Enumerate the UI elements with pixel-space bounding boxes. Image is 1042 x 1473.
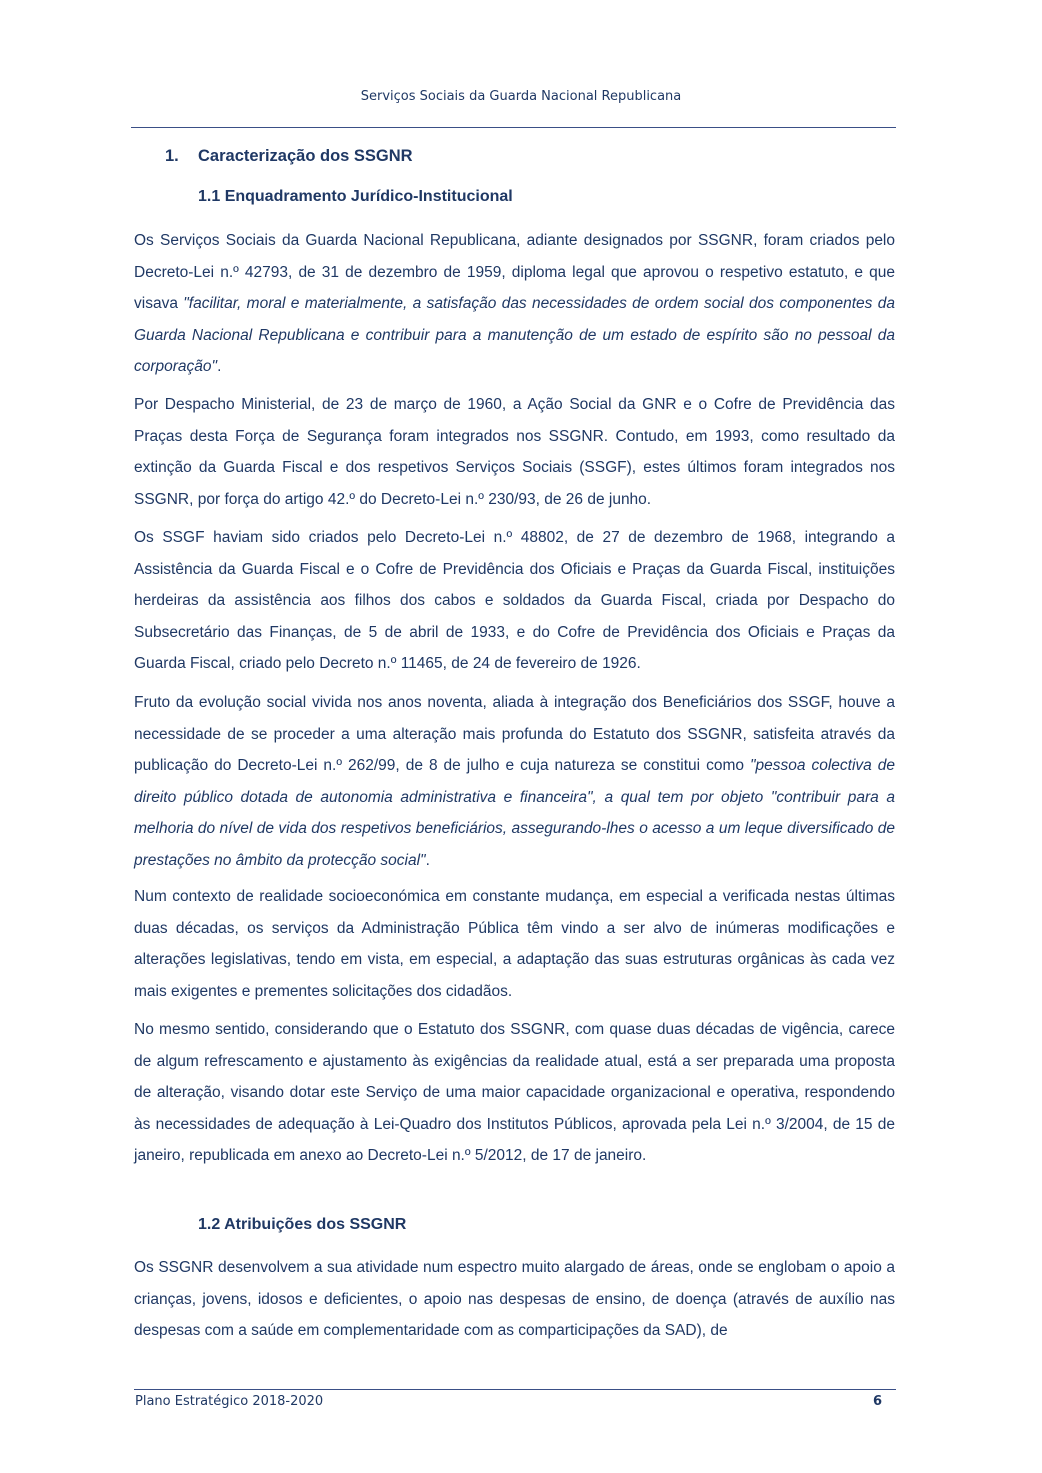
paragraph-text: Fruto da evolução social vivida nos anos noventa, aliada à integração dos Beneficiários dos SSGF, houve a necessidade de se proceder a uma alteração mais profunda do Estatuto dos SSGNR, satisfeita através da publicação do Decreto-Lei n.º 262/99, de 8 de julho e cuja natureza se constitui como bbox=[134, 694, 895, 774]
italic-quote: "pessoa colectiva de direito público dotada de autonomia administrativa e financeira", a qual tem por objeto "contribuir para a melhoria do nível de vida dos respetivos beneficiários, assegurando-lhes o acesso a um leque diversificado de prestações no âmbito da protecção social" bbox=[134, 757, 895, 869]
section-heading-1 bbox=[165, 147, 413, 166]
paragraph-2: Por Despacho Ministerial, de 23 de março de 1960, a Ação Social da GNR e o Cofre de Previdência das Praças desta Força de Segurança foram integrados nos SSGNR. Contudo, em 1993, como resultado da extinção da Guarda Fiscal e dos respetivos Serviços Sociais (SSGF), estes últimos foram integrados nos SSGNR, por força do artigo 42.º do Decreto-Lei n.º 230/93, de 26 de junho. bbox=[134, 396, 895, 508]
italic-quote: "facilitar, moral e materialmente, a satisfação das necessidades de ordem social dos componentes da Guarda Nacional Republicana e contribuir para a manutenção de um estado de espírito são no pessoal da corporação" bbox=[134, 295, 895, 375]
paragraph-4 bbox=[134, 687, 895, 876]
paragraph-3: Os SSGF haviam sido criados pelo Decreto-Lei n.º 48802, de 27 de dezembro de 1968, integrando a Assistência da Guarda Fiscal e o Cofre de Previdência dos Oficiais e Praças da Guarda Fiscal, instituições herdeiras da assistência aos filhos dos cabos e soldados da Guarda Fiscal, criada por Despacho do Subsecretário das Finanças, de 5 de abril de 1933, e do Cofre de Previdência dos Oficiais e Praças da Guarda Fiscal, criado pelo Decreto n.º 11465, de 24 de fevereiro de 1926. bbox=[134, 529, 895, 672]
paragraph-text: Os Serviços Sociais da Guarda Nacional Republicana, adiante designados por SSGNR, foram criados pelo Decreto-Lei n.º 42793, de 31 de dezembro de 1959, diploma legal que aprovou o respetivo estatuto, e que visava bbox=[134, 232, 895, 312]
paragraph-1 bbox=[134, 225, 895, 383]
subsection-heading-1-1: 1.1 Enquadramento Jurídico-Institucional bbox=[198, 188, 513, 205]
page-number: 6 bbox=[873, 1394, 883, 1409]
paragraph-5: Num contexto de realidade socioeconómica em constante mudança, em especial a verificada nestas últimas duas décadas, os serviços da Administração Pública têm vindo a ser alvo de inúmeras modificações e alterações legislativas, tendo em vista, em especial, a adaptação das suas estruturas orgânicas às cada vez mais exigentes e prementes solicitações dos cidadãos. bbox=[134, 888, 895, 1000]
paragraph-text: . bbox=[425, 851, 430, 869]
header-divider bbox=[131, 127, 896, 128]
subsection-heading-1-2: 1.2 Atribuições dos SSGNR bbox=[198, 1216, 407, 1233]
section-title: Caracterização dos SSGNR bbox=[198, 147, 413, 165]
footer-divider bbox=[134, 1389, 896, 1390]
page-header: Serviços Sociais da Guarda Nacional Republicana bbox=[360, 89, 682, 104]
section-number: 1. bbox=[165, 147, 179, 165]
paragraph-6: No mesmo sentido, considerando que o Estatuto dos SSGNR, com quase duas décadas de vigência, carece de algum refrescamento e ajustamento às exigências da realidade atual, está a ser preparada uma proposta de alteração, visando dotar este Serviço de uma maior capacidade organizacional e operativa, respondendo às necessidades de adequação à Lei-Quadro dos Institutos Públicos, aprovada pela Lei n.º 3/2004, de 15 de janeiro, republicada em anexo ao Decreto-Lei n.º 5/2012, de 17 de janeiro. bbox=[134, 1021, 895, 1164]
footer-document-title: Plano Estratégico 2018-2020 bbox=[135, 1394, 324, 1409]
paragraph-7: Os SSGNR desenvolvem a sua atividade num espectro muito alargado de áreas, onde se englobam o apoio a crianças, jovens, idosos e deficientes, o apoio nas despesas de ensino, de doença (através de auxílio nas despesas com a saúde em complementaridade com as comparticipações da SAD), de bbox=[134, 1259, 895, 1339]
paragraph-text: . bbox=[217, 358, 222, 375]
